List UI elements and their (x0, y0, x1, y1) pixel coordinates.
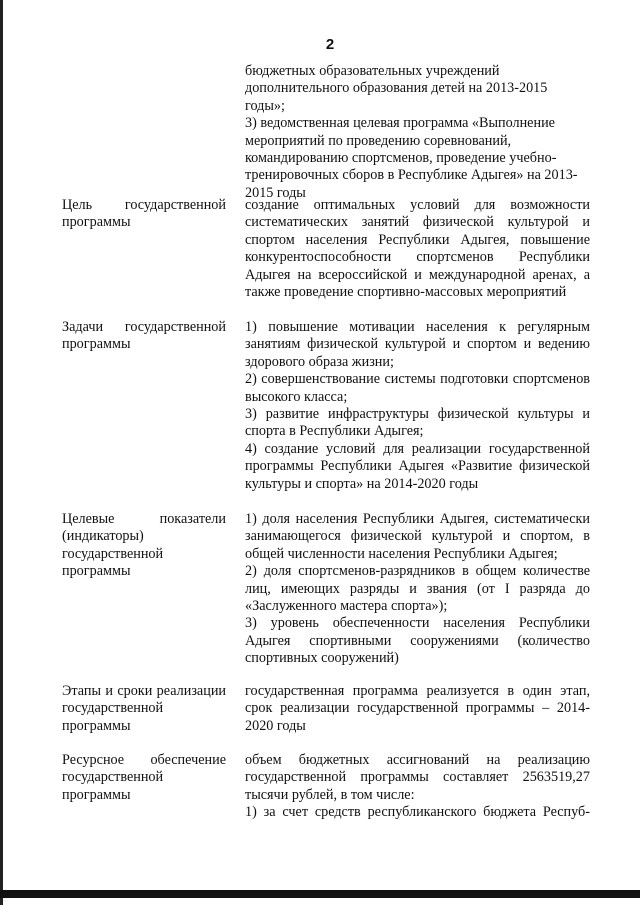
row-content (245, 511, 590, 668)
content-paragraph: 2) доля спортсменов-разрядников в общем количестве лиц, имеющих разряды и звания (от I разряда до «Заслуженного мастера спорта»); (245, 563, 590, 615)
row-content (245, 752, 590, 822)
row-label: Цель государственной программы (62, 197, 226, 231)
row-label: Задачи государственной программы (62, 319, 226, 353)
row-label: Целевые показатели (индикаторы) государственной программы (62, 511, 226, 580)
content-paragraph: 1) за счет средств республиканского бюджета Респуб- (245, 804, 590, 821)
previous-row-continuation (245, 63, 590, 202)
page-number: 2 (325, 36, 335, 53)
row-content (245, 319, 590, 493)
passport-row-resources (62, 752, 590, 822)
content-paragraph: 2) совершенствование системы подготовки спортсменов высокого класса; (245, 371, 590, 405)
row-content (245, 197, 590, 301)
row-label: Этапы и сроки реализации государственной программы (62, 683, 226, 734)
passport-row-tasks (62, 319, 590, 493)
content-paragraph: 1) повышение мотивации населения к регулярным занятиям физической культурой и спортом и ведению здорового образа жизни; (245, 319, 590, 370)
content-paragraph: 1) доля населения Республики Адыгея, систематически занимающегося физической культурой и спортом, в общей численности населения Республики Адыгея; (245, 511, 590, 562)
content-paragraph: 4) создание условий для реализации государственной программы Республики Адыгея «Развитие физической культуры и спорта» на 2014-2020 годы (245, 440, 590, 492)
scan-left-edge (0, 0, 3, 905)
continuation-paragraph: 3) ведомственная целевая программа «Выполнение мероприятий по проведению соревнований, командированию спортсменов, проведение учебно-тренировочных сборов в Республике Адыгея» на 2013-2015 годы (245, 115, 578, 201)
content-paragraph: объем бюджетных ассигнований на реализацию государственной программы составляет 2563519,27 тысячи рублей, в том числе: (245, 752, 590, 803)
passport-row-goal (62, 197, 590, 301)
row-content (245, 683, 590, 735)
passport-row-indicators (62, 511, 590, 668)
row-label: Ресурсное обеспечение государственной программы (62, 752, 226, 803)
passport-row-stages (62, 683, 590, 735)
scan-bottom-edge (0, 890, 640, 898)
content-paragraph: 3) развитие инфраструктуры физической культуры и спорта в Республики Адыгея; (245, 406, 590, 440)
content-paragraph: 3) уровень обеспеченности населения Республики Адыгея спортивными сооружениями (количество спортивных сооружений) (245, 615, 590, 667)
continuation-paragraph: бюджетных образовательных учреждений дополнительного образования детей на 2013-2015 годы»; (245, 63, 548, 114)
content-paragraph: государственная программа реализуется в один этап, срок реализации государственной программы – 2014-2020 годы (245, 683, 590, 734)
content-paragraph: создание оптимальных условий для возможности систематических занятий физической культурой и спортом населения Республики Адыгея, повышение конкурентоспособности спортсменов Республики Адыгея на всероссийской и международной аренах, а также проведение спортивно-массовых мероприятий (245, 197, 590, 301)
